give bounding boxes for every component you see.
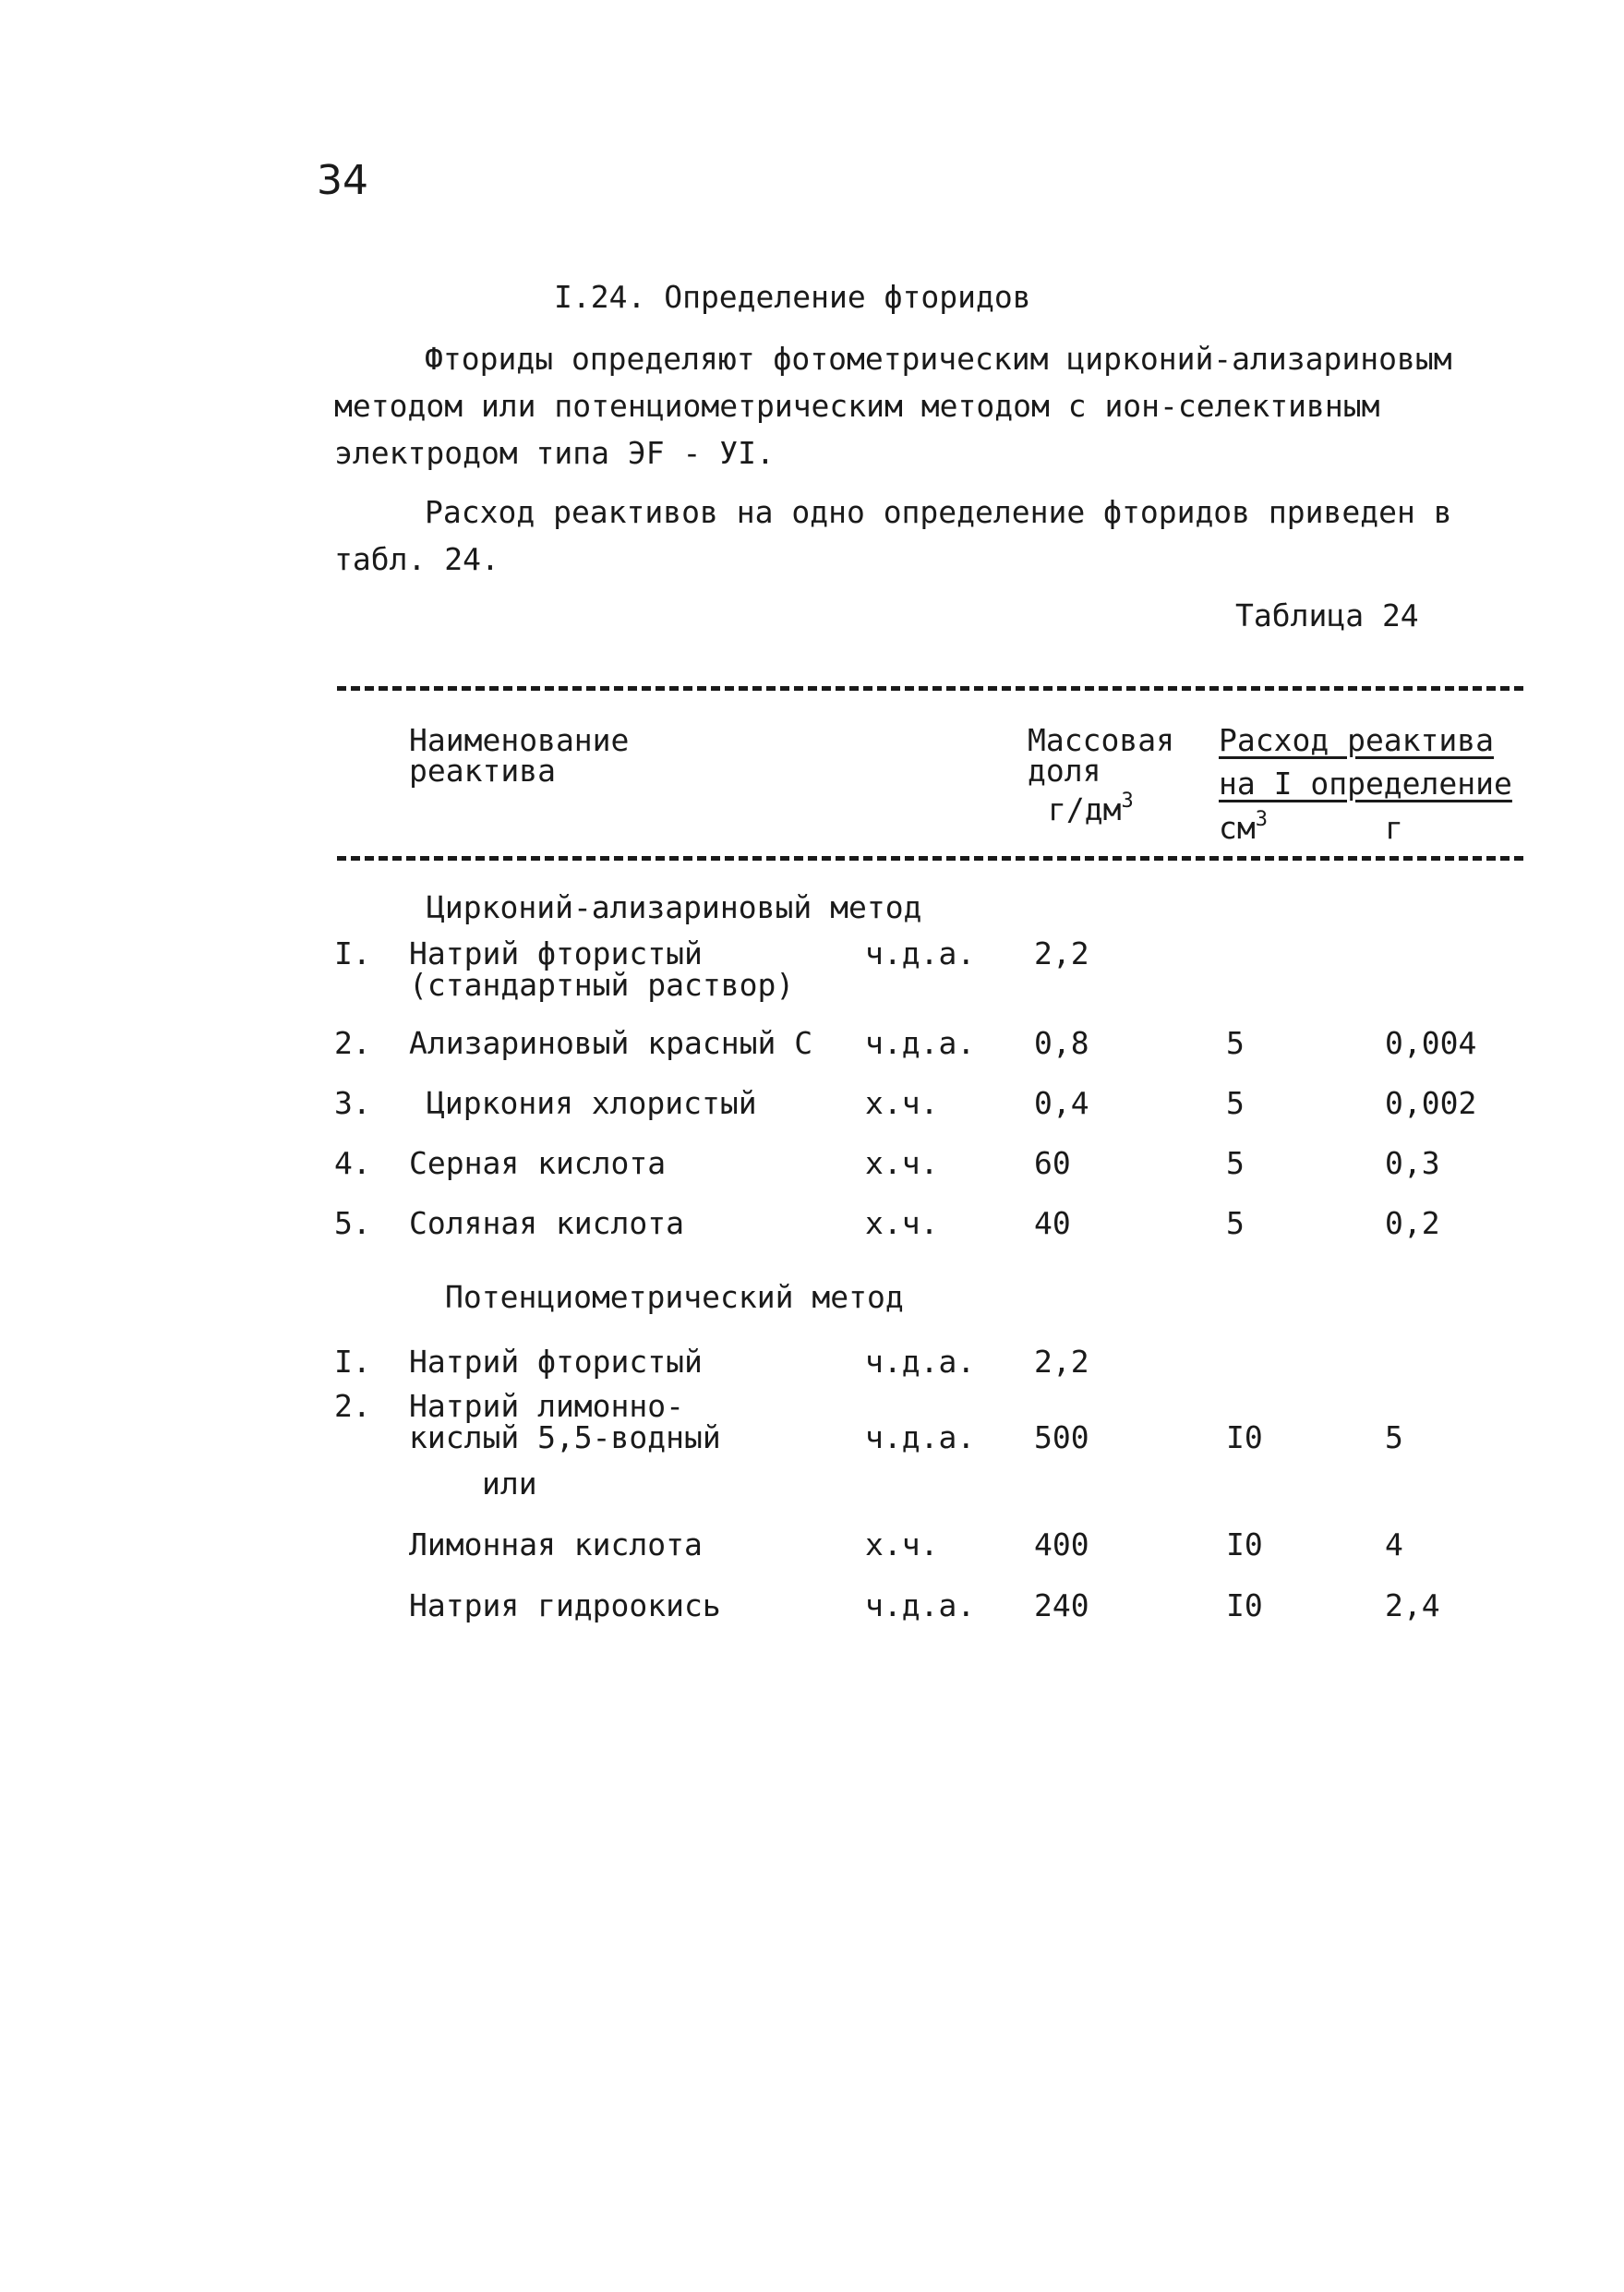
reagent-grade: х.ч. [865, 1526, 939, 1562]
reagent-grade: ч.д.а. [865, 1344, 976, 1380]
header-mass-unit: $г/дм^3$ [1048, 790, 1134, 827]
reagent-name: Циркония хлористый [427, 1085, 757, 1121]
consumption-g: 0,3 [1385, 1145, 1440, 1181]
table-top-rule [337, 686, 1523, 691]
consumption-cm3: 5 [1226, 1205, 1245, 1241]
mass-fraction: 0,8 [1034, 1025, 1089, 1061]
mass-fraction: 500 [1034, 1419, 1089, 1455]
header-consumption-line-2: на I определение [1219, 766, 1512, 802]
consumption-g: 0,2 [1385, 1205, 1440, 1241]
section-2-title: Потенциометрический метод [445, 1279, 904, 1315]
consumption-g: 2,4 [1385, 1587, 1440, 1623]
consumption-cm3: 5 [1226, 1025, 1245, 1061]
consumption-cm3: I0 [1226, 1587, 1263, 1623]
consumption-g: 4 [1385, 1526, 1403, 1562]
reagent-grade: ч.д.а. [865, 1025, 976, 1061]
row-number: 2. [334, 1388, 371, 1424]
consumption-cm3: I0 [1226, 1419, 1263, 1455]
reagent-name: Лимонная кислота [409, 1526, 703, 1562]
table-caption: Таблица 24 [1235, 597, 1419, 633]
header-name-line-1: Наименование [409, 722, 630, 758]
reagent-grade: х.ч. [865, 1085, 939, 1121]
consumption-cm3: I0 [1226, 1526, 1263, 1562]
header-mass-line-1: Массовая [1028, 722, 1174, 758]
section-heading: I.24. Определение фторидов [554, 279, 1031, 315]
paragraph-1-line-1: Фториды определяют фотометрическим цирконий-ализариновым [425, 341, 1452, 377]
row-number: I. [334, 935, 371, 971]
row-number: I. [334, 1344, 371, 1380]
header-consumption-line-1: Расход реактива [1219, 722, 1495, 758]
mass-fraction: 40 [1034, 1205, 1071, 1241]
consumption-cm3: 5 [1226, 1085, 1245, 1121]
consumption-g: 0,002 [1385, 1085, 1477, 1121]
section-1-title: Цирконий-ализариновый метод [427, 889, 922, 925]
row-number: 5. [334, 1205, 371, 1241]
row-number: 2. [334, 1025, 371, 1061]
reagent-name: Ализариновый красный С [409, 1025, 813, 1061]
reagent-name: Соляная кислота [409, 1205, 685, 1241]
header-cm3: $см^3$ [1219, 808, 1268, 846]
row-number: 4. [334, 1145, 371, 1181]
paragraph-2-line-1: Расход реактивов на одно определение фторидов приведен в [425, 494, 1452, 530]
header-mass-line-2: доля [1028, 753, 1101, 789]
reagent-name: Серная кислота [409, 1145, 667, 1181]
reagent-grade: х.ч. [865, 1205, 939, 1241]
reagent-name: Натрий лимонно- [409, 1388, 685, 1424]
paragraph-1-line-2: методом или потенциометрическим методом с ион-селективным [334, 388, 1380, 424]
reagent-grade: ч.д.а. [865, 1587, 976, 1623]
reagent-name: Натрий фтористый [409, 1344, 703, 1380]
reagent-alternative: или [482, 1466, 537, 1502]
row-number: 3. [334, 1085, 371, 1121]
mass-fraction: 400 [1034, 1526, 1089, 1562]
reagent-name-cont: (стандартный раствор) [409, 967, 795, 1003]
consumption-g: 5 [1385, 1419, 1403, 1455]
mass-fraction: 2,2 [1034, 1344, 1089, 1380]
mass-fraction: 0,4 [1034, 1085, 1089, 1121]
reagent-grade: х.ч. [865, 1145, 939, 1181]
reagent-name: Натрий фтористый [409, 935, 703, 971]
paragraph-1-line-3: электродом типа ЭF - УI. [334, 435, 775, 471]
reagent-grade: ч.д.а. [865, 935, 976, 971]
header-grams: г [1385, 810, 1403, 846]
page-number: 34 [317, 157, 368, 204]
mass-fraction: 60 [1034, 1145, 1071, 1181]
reagent-name-cont: кислый 5,5-водный [409, 1419, 721, 1455]
reagent-name: Натрия гидроокись [409, 1587, 721, 1623]
mass-fraction: 2,2 [1034, 935, 1089, 971]
reagent-grade: ч.д.а. [865, 1419, 976, 1455]
header-name-line-2: реактива [409, 753, 556, 789]
table-header-rule [337, 856, 1523, 861]
mass-fraction: 240 [1034, 1587, 1089, 1623]
paragraph-2-line-2: табл. 24. [334, 541, 499, 577]
consumption-cm3: 5 [1226, 1145, 1245, 1181]
consumption-g: 0,004 [1385, 1025, 1477, 1061]
